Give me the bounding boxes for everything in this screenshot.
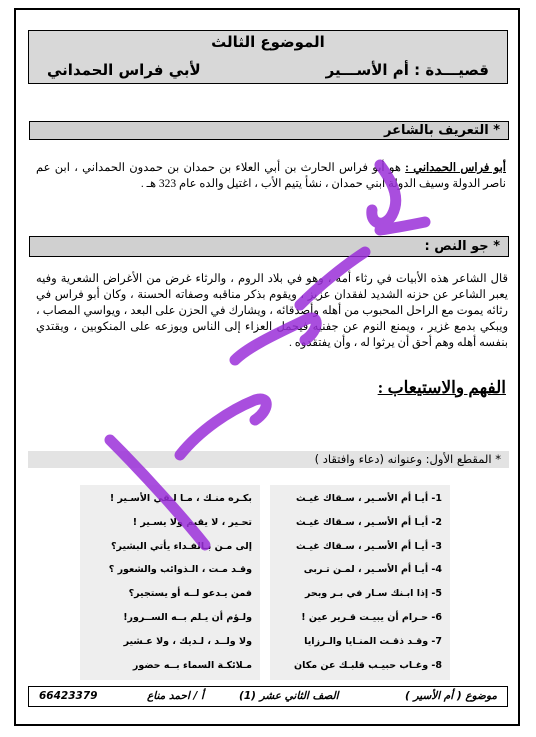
verse-first-half: 8- وغـاب حبيـب قلبـك عن مكان [294,659,442,671]
footer-topic: موضوع ( أم الأسير ) [405,690,497,702]
footer-author: أ / احمد مناع [147,690,204,702]
poem-title: قصيـــدة : أم الأســـير [325,61,489,79]
verse-first-half: 5- إذا ابـنك سـار في بـر وبحر [304,588,442,600]
verse-second-half: ولـؤم أن يـلم بــه الســرور! [123,611,252,623]
verse-first-half: 4- أيـا أم الأسـير ، لمـن تـربى [303,564,442,576]
verse-second-half: تحـير ، لا يقيم ولا يسـير ! [132,516,252,528]
poem-first-halves [270,485,450,680]
verse-first-half: 3- أيـا أم الأسـير ، سـقاك غيـث [296,540,442,552]
footer-phone: 66423379 [39,690,98,702]
context-heading: * جو النص : [29,236,509,257]
footer-class: الصف الثاني عشر (1) [239,690,339,702]
poet-intro-heading: * التعريف بالشاعر [29,121,509,140]
verse-second-half: ولا ولــد ، لـديك ، ولا عـشير [123,635,252,647]
context-paragraph: قال الشاعر هذه الأبيات في رثاء أمه ، وهو في بلاد الروم ، والرثاء غرض من الأغراض الشعرية وفيه يعبر الشاعر عن حزنه الشديد لفقدان عزيز ، ويقوم بذكر مناقبه وصفاته الحسنة ، وكان أبو فراس في رثائه يموت مع الراحل المحبوب من أهله وأصدقائه ، ويشارك في الحزن على البعد ، ويواسي المصاب ، ويبكي بدمع غزير ، ويمنع النوم عن جفنيه فيحمل العزاء إلى الناس ويوزعه على المنكوبين ، ويقتدي بنفسه أهله وهم أحق أن يرثوا له ، وأن يفتقدوه . [36,273,508,349]
poet-name: أبو فراس الحمداني : [405,162,506,174]
verse-first-half: 1- أيـا أم الأسـير ، سـقاك غيـث [296,493,442,504]
verse-second-half: فمن يـدعو لــه أو يستجير؟ [128,588,252,600]
verse-second-half: بكـره منـك ، مـا لـقي الأسـير ! [109,493,252,504]
poet-intro-text: هو أبو فراس الحارث بن أبي العلاء بن حمدان بن حمدون الحمداني ، ابن عم ناصر الدولة وسيف الدولة ابني حمدان ، نشأ يتيم الأب ، اغتيل والده عام 323 هـ . [36,162,506,190]
page-footer [28,686,508,707]
poet-intro-paragraph [36,160,506,192]
verse-first-half: 6- حـرام أن يبيـت قـرير عين ! [301,611,442,623]
verse-second-half: إلى مـن بـالفـداء يأتي البشير؟ [111,540,252,552]
poem-second-halves [80,485,260,680]
verse-second-half: مـلائكـة السماء بــه حضور [132,659,252,671]
verse-first-half: 7- وقـد ذقـت المنـايا والـرزايا [304,635,442,647]
verse-second-half: وقـد مـت ، الـذوائب والشعور ؟ [108,564,252,576]
verse-first-half: 2- أيـا أم الأسـير ، سـقاك غيـث [296,516,442,528]
poet-title: لأبي فراس الحمداني [47,61,201,79]
topic-title: الموضوع الثالث [211,33,325,51]
title-box [28,30,508,84]
comprehension-heading: الفهم والاستيعاب : [377,378,506,397]
segment-title: * المقطع الأول: وعنوانه (دعاء وافتقاد ) [28,451,509,468]
